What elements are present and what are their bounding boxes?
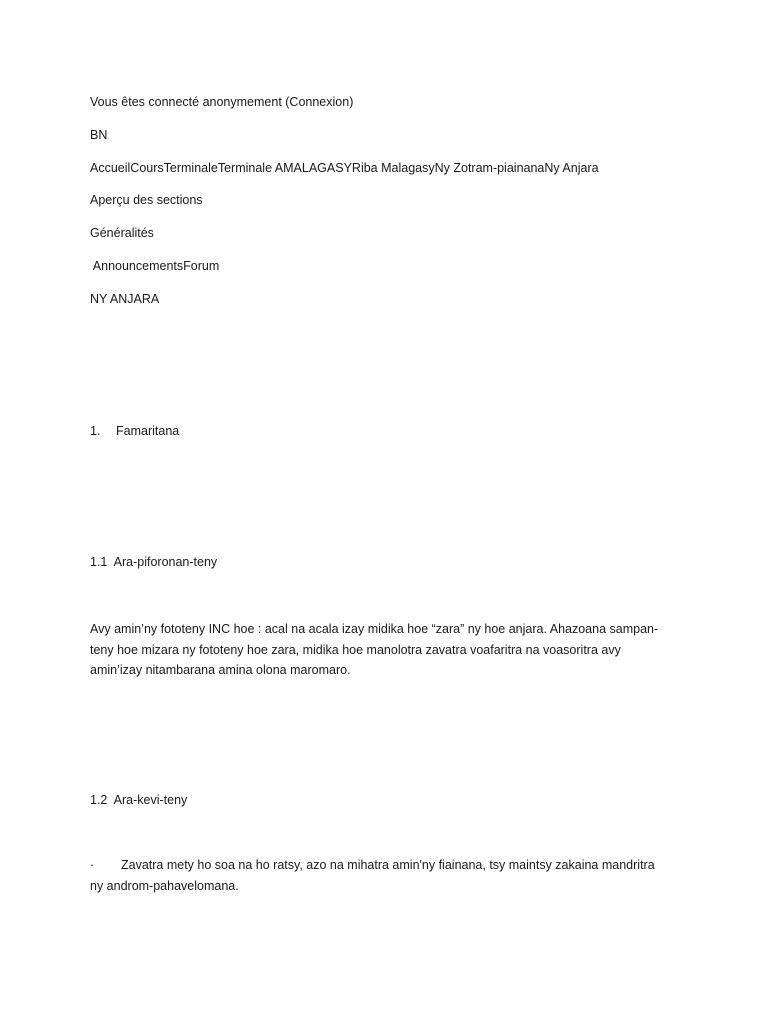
sections-overview-link[interactable]: Aperçu des sections — [90, 193, 203, 207]
general-heading: Généralités — [90, 226, 154, 240]
section-1-heading — [90, 423, 179, 439]
breadcrumb-item-riba-malagasy[interactable]: Riba Malagasy — [351, 161, 435, 175]
bullet-symbol: · — [90, 858, 95, 872]
breadcrumb-item-terminale[interactable]: Terminale — [163, 161, 218, 175]
breadcrumb-item-cours[interactable]: Cours — [130, 161, 164, 175]
section-1-number: 1. — [90, 424, 101, 438]
announcements-link[interactable]: Announcements — [90, 259, 184, 273]
breadcrumb-item-ny-zotram-piainana[interactable]: Ny Zotram-piainana — [434, 161, 545, 175]
section-1-1-heading: 1.1 Ara-piforonan-teny — [90, 555, 218, 569]
login-status[interactable]: Vous êtes connecté anonymement (Connexion) — [90, 95, 354, 109]
breadcrumb-item-accueil[interactable]: Accueil — [90, 161, 131, 175]
activity-links — [90, 258, 219, 274]
breadcrumb — [90, 160, 599, 176]
section-1-title: Famaritana — [116, 424, 180, 438]
document-title: NY ANJARA — [90, 292, 160, 306]
section-1-1-paragraph: Avy amin’ny fototeny INC hoe : acal na acala izay midika hoe “zara” ny hoe anjara. Ahazoana sampan-teny hoe mizara ny fototeny hoe zara, midika hoe manolotra zavatra voafaritra na voasoritra avy amin’izay nitambarana amina olona maromaro. — [90, 622, 659, 677]
breadcrumb-item-ny-anjara[interactable]: Ny Anjara — [544, 161, 599, 175]
bullet-item — [90, 855, 670, 896]
breadcrumb-item-terminale-amalagasy[interactable]: Terminale AMALAGASY — [217, 161, 352, 175]
user-initials[interactable]: BN — [90, 128, 108, 142]
bullet-text: Zavatra mety ho soa na ho ratsy, azo na mihatra amin'ny fiainana, tsy maintsy zakaina mandritra ny androm-pahavelomana. — [90, 858, 655, 893]
forum-link[interactable]: Forum — [183, 259, 220, 273]
section-1-2-heading: 1.2 Ara-kevi-teny — [90, 793, 188, 807]
